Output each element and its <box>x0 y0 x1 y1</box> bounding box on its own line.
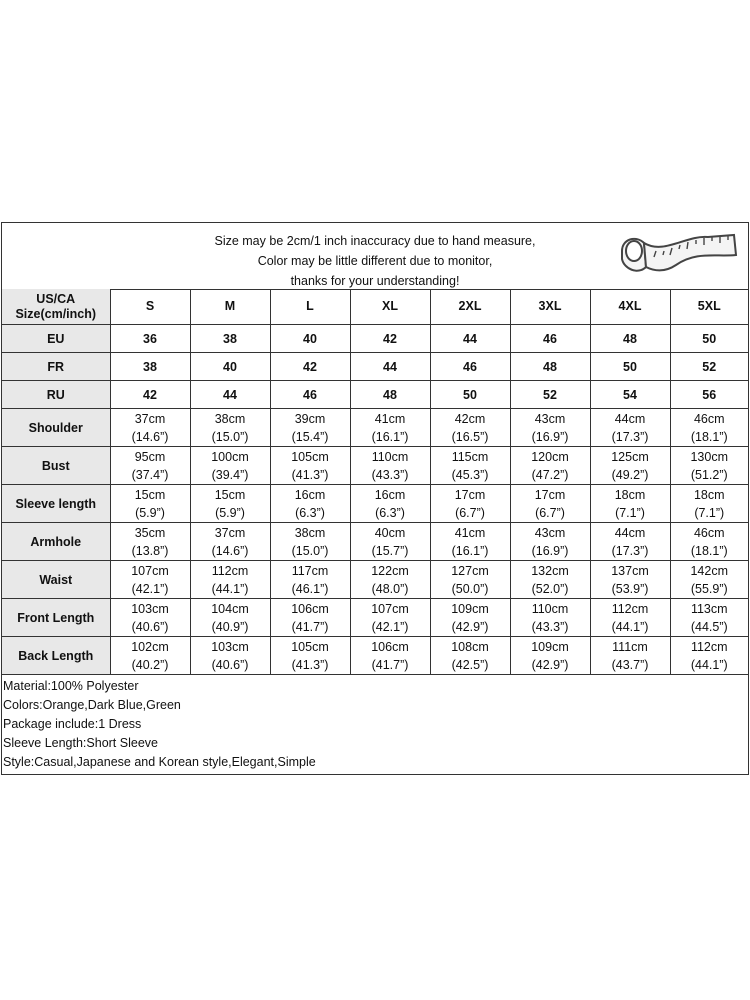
measurement-cm: 107cm <box>131 563 169 578</box>
measurement-cell <box>350 637 430 675</box>
measurement-cm: 115cm <box>451 449 489 464</box>
measurement-cell <box>670 561 748 599</box>
spec-line: Colors:Orange,Dark Blue,Green <box>3 698 181 712</box>
measurement-inch: (39.4”) <box>211 467 249 482</box>
measurement-inch: (55.9”) <box>690 581 728 596</box>
table-row <box>2 381 748 409</box>
spec-line: Sleeve Length:Short Sleeve <box>3 736 158 750</box>
measurement-cell <box>510 599 590 637</box>
measurement-cm: 112cm <box>690 639 728 654</box>
measurement-cm: 125cm <box>611 449 649 464</box>
size-column-header: 4XL <box>590 289 670 325</box>
measurement-inch: (41.3”) <box>291 657 329 672</box>
measurement-cell <box>430 599 510 637</box>
size-value-cell: 42 <box>350 325 430 353</box>
table-row <box>2 523 748 561</box>
table-row <box>2 637 748 675</box>
size-header-row <box>2 289 748 325</box>
row-label: Armhole <box>2 523 110 561</box>
size-value-cell: 52 <box>670 353 748 381</box>
size-value-cell: 40 <box>270 325 350 353</box>
notice-line: Color may be little different due to monitor, <box>257 254 493 268</box>
measurement-cell <box>350 447 430 485</box>
measurement-cell <box>670 485 748 523</box>
notice-line: thanks for your understanding! <box>290 274 460 288</box>
measuring-tape-icon <box>616 229 740 285</box>
measurement-inch: (43.3”) <box>371 467 409 482</box>
measurement-inch: (42.1”) <box>131 581 169 596</box>
measurement-inch: (52.0”) <box>531 581 569 596</box>
measurement-cm: 15cm <box>134 487 166 502</box>
measurement-inch: (42.9”) <box>451 619 489 634</box>
measurement-cm: 35cm <box>134 525 166 540</box>
measurement-cell <box>430 561 510 599</box>
measurement-inch: (47.2”) <box>531 467 569 482</box>
measurement-inch: (44.5”) <box>690 619 728 634</box>
measurement-cell <box>190 561 270 599</box>
measurement-cell <box>510 561 590 599</box>
size-header-label <box>2 289 110 325</box>
table-row <box>2 409 748 447</box>
measurement-inch: (43.3”) <box>531 619 569 634</box>
measurement-cm: 127cm <box>451 563 489 578</box>
measurement-cell <box>590 447 670 485</box>
size-column-header: 5XL <box>670 289 748 325</box>
measurement-inch: (41.3”) <box>291 467 329 482</box>
size-value-cell: 46 <box>270 381 350 409</box>
size-value-cell: 46 <box>510 325 590 353</box>
measurement-inch: (6.3”) <box>295 505 325 520</box>
measurement-inch: (43.7”) <box>611 657 649 672</box>
measurement-cell <box>670 409 748 447</box>
measurement-cell <box>110 485 190 523</box>
measurement-cm: 37cm <box>214 525 246 540</box>
notice-line: Size may be 2cm/1 inch inaccuracy due to hand measure, <box>214 234 536 248</box>
measurement-cell <box>190 599 270 637</box>
measurement-cell <box>110 561 190 599</box>
measurement-cell <box>670 637 748 675</box>
measurement-inch: (53.9”) <box>611 581 649 596</box>
measurement-inch: (42.1”) <box>371 619 409 634</box>
measurement-inch: (14.6”) <box>131 429 169 444</box>
measurement-cm: 108cm <box>451 639 489 654</box>
measurement-inch: (46.1”) <box>291 581 329 596</box>
measurement-cm: 113cm <box>690 601 728 616</box>
measurement-cm: 112cm <box>211 563 249 578</box>
measurement-cell <box>190 637 270 675</box>
row-label: EU <box>2 325 110 353</box>
size-value-cell: 38 <box>190 325 270 353</box>
measurement-cell <box>590 561 670 599</box>
size-value-cell: 48 <box>510 353 590 381</box>
row-label: Back Length <box>2 637 110 675</box>
measurement-cell <box>110 599 190 637</box>
table-row <box>2 485 748 523</box>
measurement-cm: 43cm <box>534 411 566 426</box>
size-value-cell: 50 <box>590 353 670 381</box>
measurement-inch: (40.6”) <box>131 619 169 634</box>
measurement-cell <box>430 409 510 447</box>
size-column-header: S <box>110 289 190 325</box>
size-value-cell: 42 <box>270 353 350 381</box>
size-value-cell: 56 <box>670 381 748 409</box>
measurement-inch: (16.9”) <box>531 543 569 558</box>
measurement-cell <box>190 409 270 447</box>
measurement-inch: (15.7”) <box>371 543 409 558</box>
table-row <box>2 447 748 485</box>
measurement-inch: (42.9”) <box>531 657 569 672</box>
measurement-inch: (41.7”) <box>291 619 329 634</box>
measurement-cm: 38cm <box>294 525 326 540</box>
size-value-cell: 54 <box>590 381 670 409</box>
measurement-cell <box>350 523 430 561</box>
measurement-cm: 18cm <box>614 487 646 502</box>
measurement-inch: (40.9”) <box>211 619 249 634</box>
size-column-header: XL <box>350 289 430 325</box>
measurement-cm: 16cm <box>374 487 406 502</box>
measurement-inch: (44.1”) <box>211 581 249 596</box>
measurement-cm: 132cm <box>531 563 569 578</box>
measurement-cell <box>350 599 430 637</box>
measurement-cell <box>110 523 190 561</box>
measurement-cell <box>350 485 430 523</box>
measurement-cm: 46cm <box>693 525 725 540</box>
measurement-inch: (50.0”) <box>451 581 489 596</box>
measurement-cell <box>430 447 510 485</box>
measurement-cm: 111cm <box>612 639 648 654</box>
measurement-inch: (6.7”) <box>455 505 485 520</box>
size-value-cell: 46 <box>430 353 510 381</box>
size-value-cell: 36 <box>110 325 190 353</box>
measurement-inch: (5.9”) <box>135 505 165 520</box>
row-label: Waist <box>2 561 110 599</box>
table-row <box>2 599 748 637</box>
measurement-cm: 44cm <box>614 525 646 540</box>
measurement-inch: (40.2”) <box>131 657 169 672</box>
row-label: Sleeve length <box>2 485 110 523</box>
measurement-cm: 122cm <box>371 563 409 578</box>
size-table-body <box>2 289 748 675</box>
size-value-cell: 52 <box>510 381 590 409</box>
measurement-cm: 130cm <box>690 449 729 464</box>
measurement-cm: 15cm <box>214 487 246 502</box>
measurement-inch: (42.5”) <box>451 657 489 672</box>
measurement-cell <box>270 485 350 523</box>
measurement-inch: (14.6”) <box>211 543 249 558</box>
measurement-cm: 95cm <box>134 449 166 464</box>
size-value-cell: 42 <box>110 381 190 409</box>
measurement-inch: (15.4”) <box>291 429 329 444</box>
size-value-cell: 44 <box>190 381 270 409</box>
size-value-cell: 48 <box>590 325 670 353</box>
measurement-cm: 41cm <box>454 525 486 540</box>
measurement-cell <box>430 637 510 675</box>
table-row <box>2 353 748 381</box>
measurement-inch: (16.5”) <box>451 429 489 444</box>
measurement-inch: (15.0”) <box>211 429 249 444</box>
measurement-cell <box>270 523 350 561</box>
measurement-cm: 42cm <box>454 411 486 426</box>
measurement-inch: (17.3”) <box>611 429 649 444</box>
size-value-cell: 48 <box>350 381 430 409</box>
table-row <box>2 561 748 599</box>
measurement-cm: 100cm <box>211 449 249 464</box>
table-row <box>2 325 748 353</box>
size-table <box>2 289 748 675</box>
measurement-cell <box>270 637 350 675</box>
measurement-cell <box>670 599 748 637</box>
measurement-cm: 103cm <box>131 601 169 616</box>
measurement-cell <box>670 523 748 561</box>
measurement-inch: (44.1”) <box>690 657 728 672</box>
size-value-cell: 50 <box>430 381 510 409</box>
measurement-inch: (13.8”) <box>131 543 169 558</box>
measurement-cm: 107cm <box>371 601 409 616</box>
measurement-inch: (7.1”) <box>615 505 645 520</box>
measurement-inch: (37.4”) <box>131 467 169 482</box>
measurement-cm: 40cm <box>374 525 406 540</box>
row-label: Front Length <box>2 599 110 637</box>
size-value-cell: 38 <box>110 353 190 381</box>
measurement-inch: (6.7”) <box>535 505 565 520</box>
measurement-inch: (18.1”) <box>690 543 728 558</box>
measurement-cm: 39cm <box>294 411 326 426</box>
measurement-cm: 38cm <box>214 411 246 426</box>
size-value-cell: 40 <box>190 353 270 381</box>
measurement-cm: 105cm <box>291 639 329 654</box>
measurement-cm: 106cm <box>291 601 329 616</box>
measurement-cell <box>270 447 350 485</box>
measurement-inch: (51.2”) <box>690 467 728 482</box>
row-label: FR <box>2 353 110 381</box>
spec-line: Material:100% Polyester <box>3 679 139 693</box>
measurement-cell <box>590 599 670 637</box>
measurement-cm: 102cm <box>131 639 169 654</box>
size-value-cell: 44 <box>350 353 430 381</box>
measurement-cm: 117cm <box>291 563 329 578</box>
measurement-cell <box>510 409 590 447</box>
measurement-cm: 18cm <box>693 487 725 502</box>
measurement-inch: (49.2”) <box>611 467 649 482</box>
size-column-header: M <box>190 289 270 325</box>
spec-line: Style:Casual,Japanese and Korean style,Elegant,Simple <box>3 755 316 769</box>
measurement-cell <box>270 599 350 637</box>
row-label: RU <box>2 381 110 409</box>
row-label: Bust <box>2 447 110 485</box>
measurement-cm: 46cm <box>693 411 725 426</box>
measurement-cell <box>350 409 430 447</box>
measurement-cell <box>350 561 430 599</box>
size-column-header: 3XL <box>510 289 590 325</box>
measurement-cm: 112cm <box>611 601 649 616</box>
measurement-cell <box>510 485 590 523</box>
measurement-cm: 142cm <box>690 563 729 578</box>
measurement-cm: 110cm <box>531 601 569 616</box>
measurement-cm: 105cm <box>291 449 329 464</box>
notice-banner <box>2 223 748 290</box>
measurement-cm: 106cm <box>371 639 409 654</box>
size-column-header: 2XL <box>430 289 510 325</box>
measurement-cm: 41cm <box>374 411 406 426</box>
measurement-inch: (45.3”) <box>451 467 489 482</box>
measurement-cell <box>590 637 670 675</box>
measurement-cm: 43cm <box>534 525 566 540</box>
measurement-cm: 137cm <box>611 563 649 578</box>
measurement-cm: 104cm <box>211 601 249 616</box>
measurement-cell <box>110 409 190 447</box>
measurement-cell <box>110 447 190 485</box>
header-label-line: US/CA <box>36 291 76 306</box>
measurement-cm: 109cm <box>451 601 489 616</box>
measurement-cm: 120cm <box>531 449 569 464</box>
header-label-line: Size(cm/inch) <box>15 306 97 321</box>
measurement-cell <box>590 409 670 447</box>
measurement-cell <box>510 637 590 675</box>
measurement-cm: 16cm <box>294 487 326 502</box>
measurement-cell <box>510 523 590 561</box>
measurement-cm: 37cm <box>134 411 166 426</box>
measurement-inch: (5.9”) <box>215 505 245 520</box>
measurement-inch: (48.0”) <box>371 581 409 596</box>
measurement-cm: 110cm <box>371 449 409 464</box>
measurement-cell <box>190 523 270 561</box>
measurement-cell <box>510 447 590 485</box>
measurement-inch: (7.1”) <box>694 505 725 520</box>
measurement-cm: 17cm <box>454 487 486 502</box>
measurement-cm: 44cm <box>614 411 646 426</box>
measurement-cell <box>270 561 350 599</box>
measurement-cell <box>670 447 748 485</box>
measurement-inch: (16.1”) <box>451 543 489 558</box>
measurement-cell <box>190 447 270 485</box>
measurement-inch: (17.3”) <box>611 543 649 558</box>
size-value-cell: 44 <box>430 325 510 353</box>
measurement-cell <box>270 409 350 447</box>
measurement-inch: (44.1”) <box>611 619 649 634</box>
measurement-cell <box>430 523 510 561</box>
measurement-cell <box>110 637 190 675</box>
measurement-inch: (16.1”) <box>371 429 409 444</box>
measurement-inch: (41.7”) <box>371 657 409 672</box>
measurement-cell <box>430 485 510 523</box>
measurement-inch: (16.9”) <box>531 429 569 444</box>
spec-line: Package include:1 Dress <box>3 717 142 731</box>
row-label: Shoulder <box>2 409 110 447</box>
size-column-header: L <box>270 289 350 325</box>
measurement-inch: (6.3”) <box>375 505 405 520</box>
measurement-cm: 103cm <box>211 639 249 654</box>
measurement-cell <box>590 485 670 523</box>
measurement-cm: 17cm <box>534 487 566 502</box>
measurement-inch: (18.1”) <box>690 429 728 444</box>
measurement-cm: 109cm <box>531 639 569 654</box>
measurement-cell <box>590 523 670 561</box>
measurement-inch: (40.6”) <box>211 657 249 672</box>
measurement-inch: (15.0”) <box>291 543 329 558</box>
measurement-cell <box>190 485 270 523</box>
size-value-cell: 50 <box>670 325 748 353</box>
